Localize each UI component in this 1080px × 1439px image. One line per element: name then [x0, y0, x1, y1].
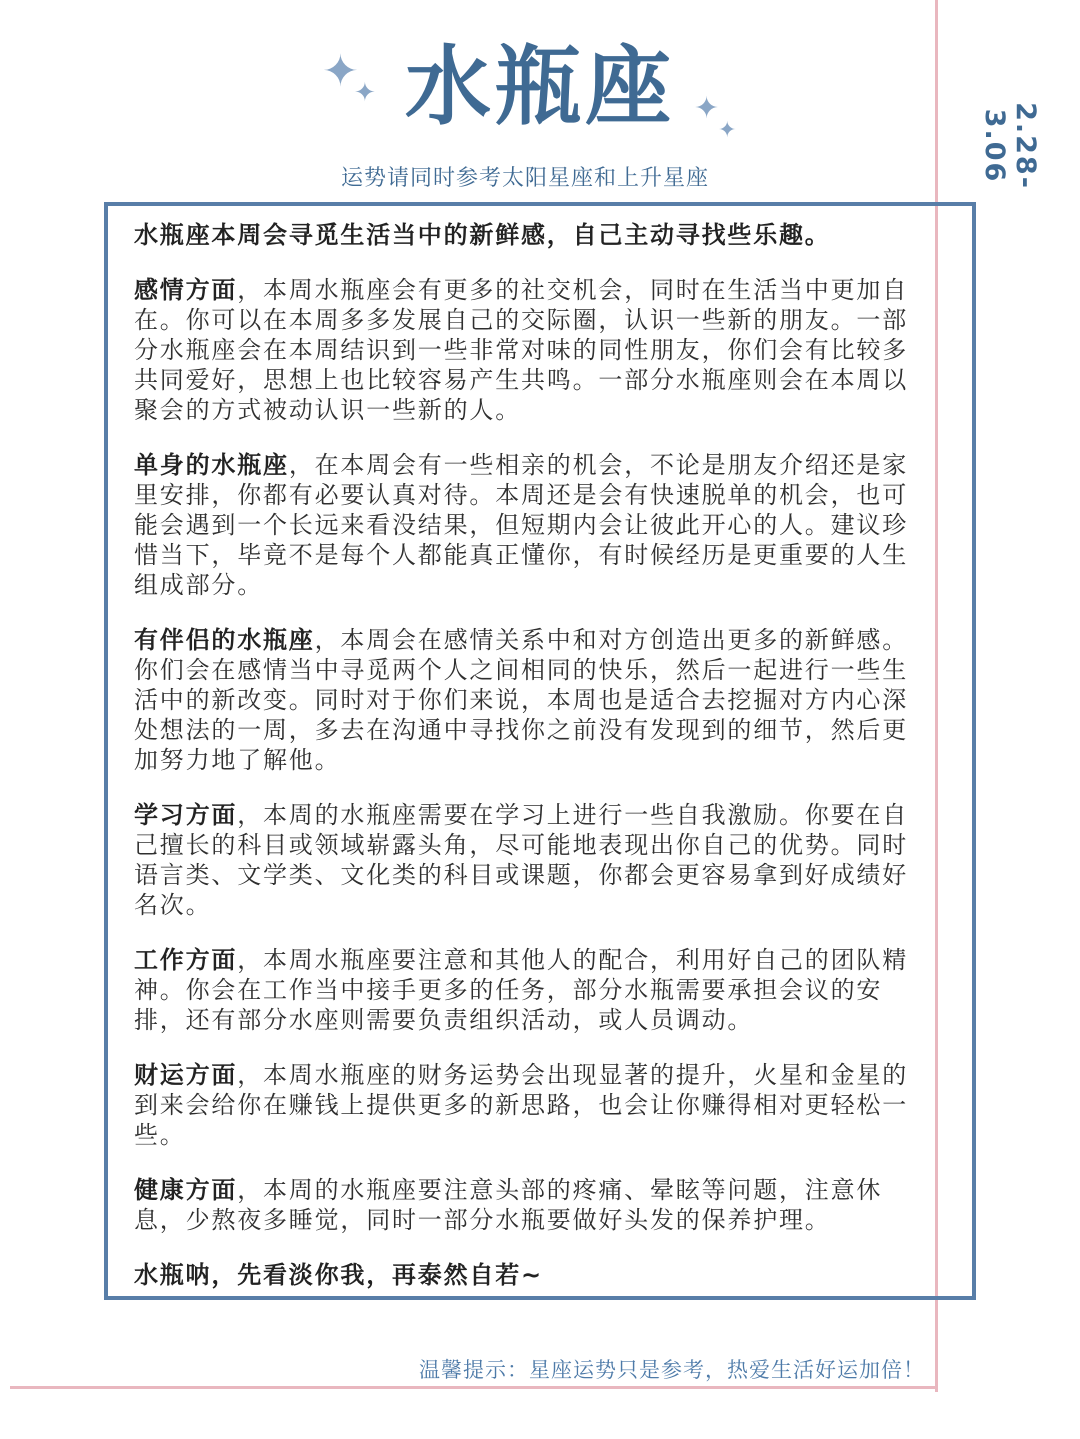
sparkle-icon: ✦ [322, 46, 359, 97]
section-heading: 单身的水瓶座 [134, 451, 289, 479]
subtitle: 运势请同时参考太阳星座和上升星座 [340, 166, 709, 191]
section-study [134, 800, 920, 920]
intro-paragraph [134, 220, 920, 250]
section-love [134, 275, 920, 425]
closing-paragraph [134, 1260, 920, 1290]
section-wealth [134, 1060, 920, 1150]
section-heading: 财运方面 [134, 1061, 238, 1089]
horoscope-content [134, 220, 920, 1315]
section-health [134, 1175, 920, 1235]
section-heading: 感情方面 [134, 276, 238, 304]
section-text: ，在本周会有一些相亲的机会，不论是朋友介绍还是家里安排，你都有必要认真对待。本周还是会有快速脱单的机会，也可能会遇到一个长远来看没结果，但短期内会让彼此开心的人。建议珍惜当下，毕竟不是每个人都能真正懂你，有时候经历是更重要的人生组成部分。 [134, 451, 909, 599]
intro-text: 水瓶座本周会寻觅生活当中的新鲜感，自己主动寻找些乐趣。 [134, 221, 831, 249]
section-heading: 工作方面 [134, 946, 238, 974]
section-single [134, 450, 920, 600]
section-text: ，本周水瓶座的财务运势会出现显著的提升，火星和金星的到来会给你在赚钱上提供更多的新思路，也会让你赚得相对更轻松一些。 [134, 1061, 909, 1149]
closing-text: 水瓶呐，先看淡你我，再泰然自若~ [134, 1261, 543, 1289]
section-heading: 学习方面 [134, 801, 238, 829]
section-partnered [134, 625, 920, 775]
section-text: ，本周的水瓶座要注意头部的疼痛、晕眩等问题，注意休息，少熬夜多睡觉，同时一部分水瓶要做好头发的保养护理。 [134, 1176, 883, 1234]
page-title: 水瓶座 [405, 37, 675, 137]
sparkle-icon: ✦ [694, 91, 720, 126]
section-heading: 健康方面 [134, 1176, 238, 1204]
section-text: ，本周水瓶座要注意和其他人的配合，利用好自己的团队精神。你会在工作当中接手更多的任务，部分水瓶需要承担会议的安排，还有部分水座则需要负责组织活动，或人员调动。 [134, 946, 909, 1034]
date-range: 2.28-3.06 [979, 102, 1041, 190]
section-heading: 有伴侣的水瓶座 [134, 626, 315, 654]
section-text: ，本周水瓶座会有更多的社交机会，同时在生活当中更加自在。你可以在本周多多发展自己的交际圈，认识一些新的朋友。一部分水瓶座会在本周结识到一些非常对味的同性朋友，你们会有比较多共同爱好，思想上也比较容易产生共鸣。一部分水瓶座则会在本周以聚会的方式被动认识一些新的人。 [134, 276, 909, 424]
footer-tip: 温馨提示：星座运势只是参考，热爱生活好运加倍！ [419, 1358, 925, 1382]
section-text: ，本周的水瓶座需要在学习上进行一些自我激励。你要在自己擅长的科目或领域崭露头角，尽可能地表现出你自己的优势。同时语言类、文学类、文化类的科目或课题，你都会更容易拿到好成绩好名次。 [134, 801, 909, 919]
pink-horizontal-line [10, 1386, 938, 1389]
sparkle-icon: ✦ [718, 118, 737, 143]
section-work [134, 945, 920, 1035]
sparkle-icon: ✦ [354, 78, 376, 108]
section-text: ，本周会在感情关系中和对方创造出更多的新鲜感。你们会在感情当中寻觅两个人之间相同的快乐，然后一起进行一些生活中的新改变。同时对于你们来说，本周也是适合去挖掘对方内心深处想法的一周，多去在沟通中寻找你之前没有发现到的细节，然后更加努力地了解他。 [134, 626, 909, 774]
